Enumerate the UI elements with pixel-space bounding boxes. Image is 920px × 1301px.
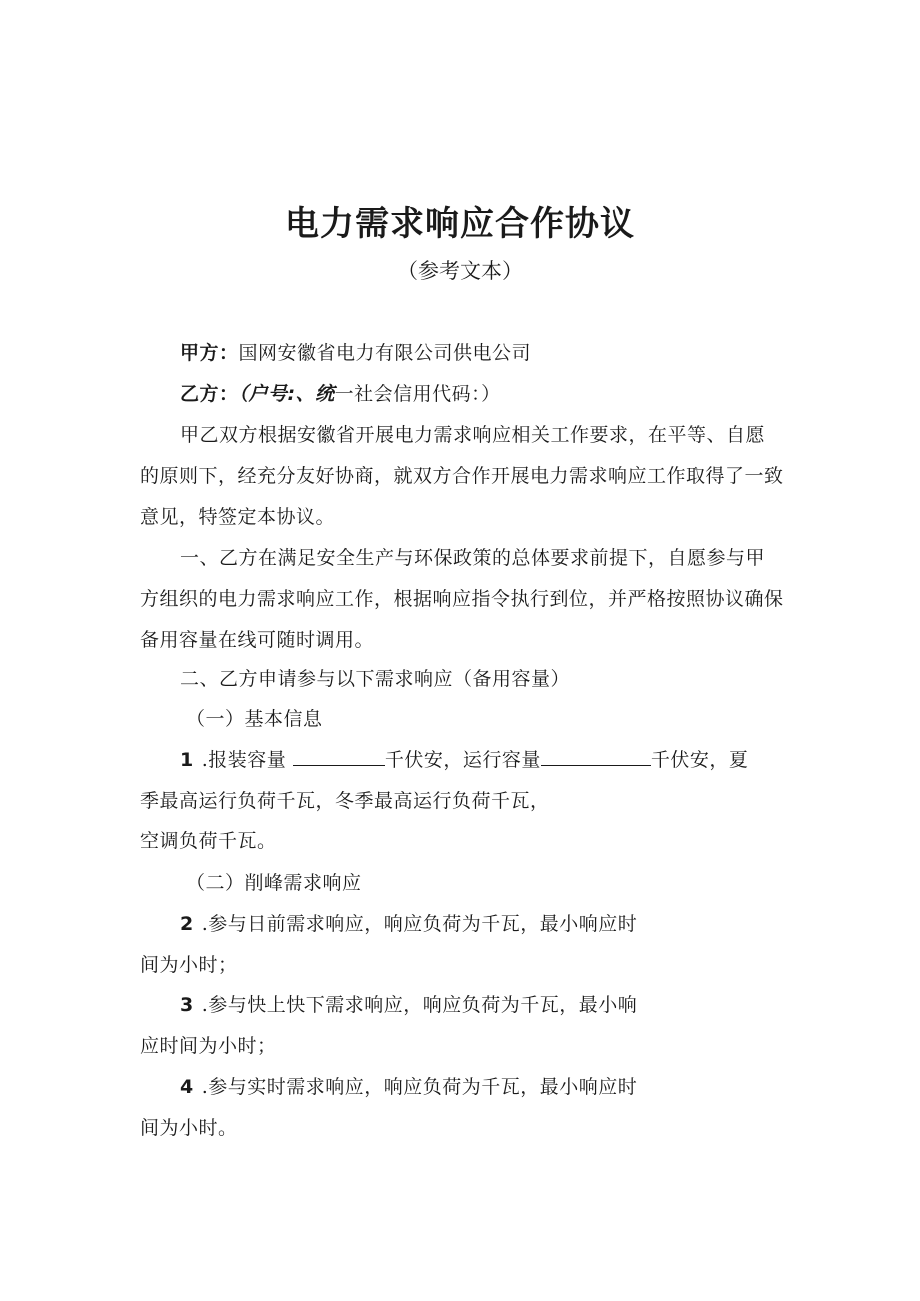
item3-number: 3: [180, 994, 194, 1016]
intro-line-1: 甲乙双方根据安徽省开展电力需求响应相关工作要求，在平等、自愿: [180, 424, 766, 446]
item3-line-2: 应时间为小时；: [140, 1035, 277, 1057]
item4-line-1: [180, 1072, 840, 1102]
item1-line-1: [180, 745, 840, 775]
party-b-label: 乙方：: [180, 383, 239, 405]
item2-number: 2: [180, 913, 194, 935]
party-b-credit-code: 一社会信用代码：）: [334, 383, 501, 405]
item4-text: .参与实时需求响应，响应负荷为千瓦，最小响应时: [201, 1076, 638, 1098]
item3-line-1: [180, 990, 840, 1020]
item2-line-1: [180, 909, 840, 939]
item1-summer-label: 千伏安，夏: [650, 749, 749, 771]
item1-running-capacity-label: 千伏安，运行容量: [384, 749, 541, 771]
item1-line-3: 空调负荷千瓦。: [140, 830, 277, 852]
item2-text: .参与日前需求响应，响应负荷为千瓦，最小响应时: [201, 913, 638, 935]
item4-line-2: 间为小时。: [140, 1117, 238, 1139]
section-basic-info-heading: （一）基本信息: [186, 708, 323, 730]
document-title: 电力需求响应合作协议: [285, 204, 635, 244]
item1-line-2: 季最高运行负荷千瓦，冬季最高运行负荷千瓦，: [140, 790, 550, 812]
item3-text: .参与快上快下需求响应，响应负荷为千瓦，最小响: [201, 994, 638, 1016]
party-a-label: 甲方：: [180, 342, 239, 364]
party-b-account: （户号:、统: [238, 383, 335, 405]
clause1-line-3: 备用容量在线可随时调用。: [140, 629, 375, 651]
section-peak-shaving-heading: （二）削峰需求响应: [186, 872, 362, 894]
intro-line-3: 意见，特签定本协议。: [140, 506, 336, 528]
item1-installed-capacity-label: .报装容量: [201, 749, 287, 771]
party-a-line: [180, 338, 840, 368]
installed-capacity-blank: [293, 745, 385, 766]
party-b-line: [180, 379, 840, 409]
document-subtitle: （参考文本）: [397, 259, 523, 283]
party-a-value: 国网安徽省电力有限公司供电公司: [238, 342, 532, 364]
clause1-line-2: 方组织的电力需求响应工作，根据响应指令执行到位，并严格按照协议确保: [140, 588, 784, 610]
item4-number: 4: [180, 1076, 194, 1098]
intro-line-2: 的原则下，经充分友好协商，就双方合作开展电力需求响应工作取得了一致: [140, 465, 784, 487]
running-capacity-blank: [541, 745, 651, 766]
clause2-heading: 二、乙方申请参与以下需求响应（备用容量）: [180, 668, 571, 690]
item1-number: 1: [180, 749, 194, 771]
clause1-line-1: 一、乙方在满足安全生产与环保政策的总体要求前提下，自愿参与甲: [180, 547, 766, 569]
item2-line-2: 间为小时；: [140, 954, 238, 976]
